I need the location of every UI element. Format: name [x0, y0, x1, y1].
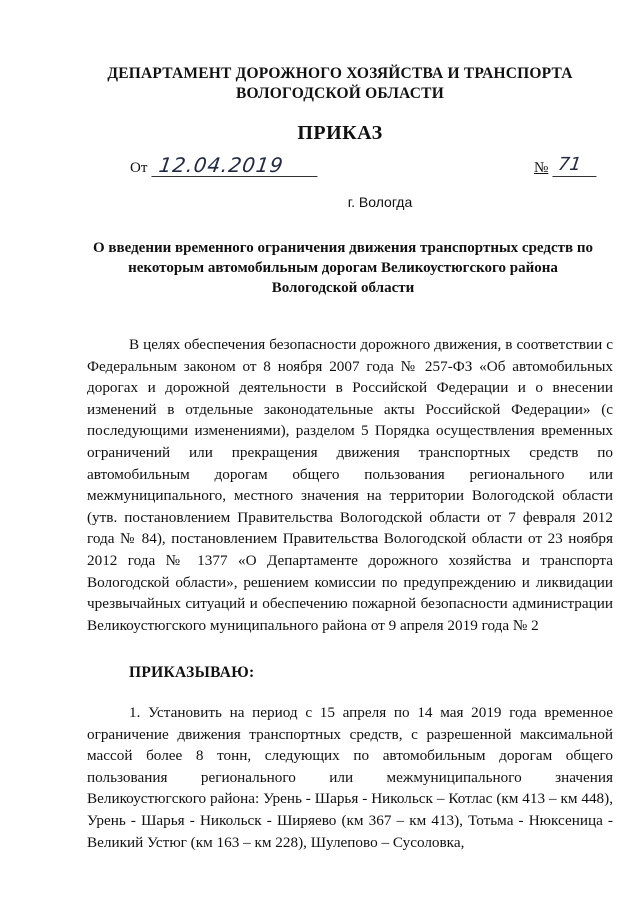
order-subject [88, 238, 598, 298]
number-field [534, 154, 598, 177]
number-label: № [534, 160, 549, 176]
date-handwritten-value: 12.04.2019 [152, 154, 321, 177]
preamble-paragraph: В целях обеспечения безопасности дорожного движения, в соответствии с Федеральным законом от 8 ноября 2007 года № 257-ФЗ «Об автомобильных дорогах и дорожной деятельности в Российской Федерации и о внесении изменений в отдельные законодательные акты Российской Федерации» (с последующими изменениями), разделом 5 Порядка осуществления временных ограничений или прекращения движения транспортных средств по автомобильным дорогам общего пользования регионального или межмуниципального, местного значения на территории Вологодской области (утв. постановлением Правительства Вологодской области от 7 февраля 2012 года № 84), постановлением Правительства Вологодской области от 23 ноября 2012 года № 1377 «О Департаменте дорожного хозяйства и транспорта Вологодской области», решением комиссии по предупреждению и ликвидации чрезвычайных ситуаций и обеспечению пожарной безопасности администрации Великоустюгского муниципального района от 9 апреля 2019 года № 2 [87, 336, 613, 634]
department-name-line2: ВОЛОГОДСКОЙ ОБЛАСТИ [236, 85, 444, 102]
department-name-line1: ДЕПАРТАМЕНТ ДОРОЖНОГО ХОЗЯЙСТВА И ТРАНСПОРТА [107, 65, 573, 82]
document-type-title: ПРИКАЗ [297, 122, 383, 144]
city-name: г. Вологда [347, 194, 413, 210]
date-field [130, 154, 319, 177]
subject-line1: О введении временного ограничения движения транспортных средств по [93, 240, 593, 256]
date-label: От [130, 160, 148, 176]
order-item-1: 1. Установить на период с 15 апреля по 14 мая 2019 года временное ограничение движения транспортных средств, с разрешенной максимальной массой более 8 тонн, следующих по автомобильным дорогам общего пользования регионального или межмуниципального значения Великоустюгского района: Урень - Шарья - Никольск – Котлас (км 413 – км 448), Урень - Шарья - Никольск - Ширяево (км 367 – км 413), Тотьма - Нюксеница - Великий Устюг (км 163 – км 228), Шулепово – Сусоловка, [87, 704, 613, 851]
subject-line3: Вологодской области [271, 280, 415, 296]
order-directive-word: ПРИКАЗЫВАЮ: [129, 664, 255, 681]
department-header [80, 64, 600, 104]
number-handwritten-value: 71 [553, 154, 600, 177]
subject-line2: некоторым автомобильным дорогам Великоустюгского района [128, 260, 558, 276]
